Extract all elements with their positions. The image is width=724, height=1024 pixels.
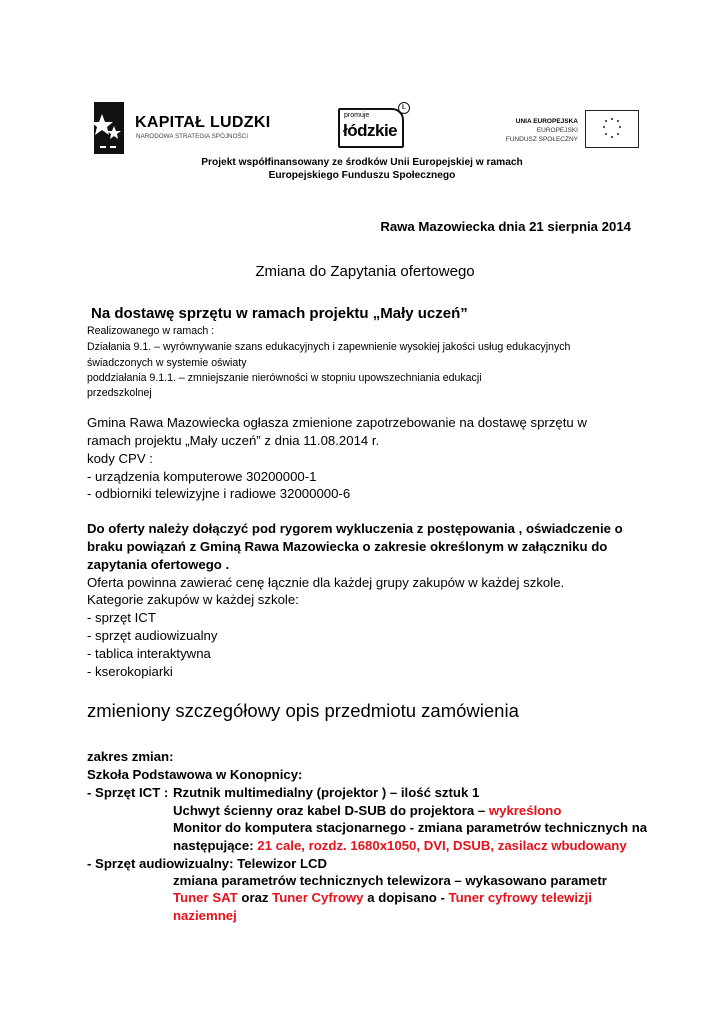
eu-flag-icon: [585, 110, 639, 148]
changes-line: - Sprzęt audiowizualny: Telewizor LCD: [87, 856, 328, 871]
small-line: przedszkolnej: [87, 387, 152, 399]
changes-line: [173, 890, 592, 906]
ue-line-3: FUNDUSZ SPOŁECZNY: [505, 136, 578, 143]
intro-line: kody CPV :: [87, 451, 153, 466]
offer-line: - tablica interaktywna: [87, 646, 211, 661]
document-subject: Na dostawę sprzętu w ramach projektu „Mały uczeń”: [91, 305, 468, 322]
ue-logo-text: [490, 117, 578, 144]
changes-line: Rzutnik multimedialny (projektor ) – ilość sztuk 1: [173, 785, 480, 800]
offer-line: Kategorie zakupów w każdej szkole:: [87, 592, 299, 607]
small-line: Realizowanego w ramach :: [87, 325, 215, 337]
offer-line: - kserokopiarki: [87, 664, 173, 679]
offer-line: - sprzęt audiowizualny: [87, 628, 218, 643]
header-line-1: Projekt współfinansowany ze środków Unii Europejskiej w ramach: [201, 157, 523, 168]
changes-text: a dopisano -: [363, 890, 449, 905]
changes-red-text: wykreślono: [488, 803, 562, 818]
changes-line: Szkoła Podstawowa w Konopnicy:: [87, 767, 303, 782]
document-title: Zmiana do Zapytania ofertowego: [255, 263, 475, 280]
changes-line: [173, 838, 627, 854]
changes-red-text: Tuner cyfrowy telewizji: [448, 890, 592, 905]
header-line-2: Europejskiego Funduszu Społecznego: [268, 170, 456, 181]
offer-line: Oferta powinna zawierać cenę łącznie dla każdej grupy zakupów w każdej szkole.: [87, 575, 565, 590]
offer-line: - sprzęt ICT: [87, 610, 156, 625]
changes-red-text: Tuner Cyfrowy: [272, 890, 364, 905]
lodzkie-logo: [338, 108, 404, 148]
intro-line: Gmina Rawa Mazowiecka ogłasza zmienione zapotrzebowanie na dostawę sprzętu w: [87, 415, 587, 430]
changes-text: Uchwyt ścienny oraz kabel D-SUB do projektora –: [173, 803, 489, 818]
small-line: poddziałania 9.1.1. – zmniejszanie nierówności w stopniu upowszechniania edukacji: [87, 372, 482, 384]
lodzkie-logo-top: promuje: [344, 112, 370, 119]
changes-line: [173, 803, 561, 819]
requirement-line: braku powiązań z Gminą Rawa Mazowiecka o zakresie określonym w załączniku do: [87, 539, 608, 554]
changes-line: Monitor do komputera stacjonarnego - zmiana parametrów technicznych na: [173, 820, 648, 835]
requirement-line: zapytania ofertowego .: [87, 557, 230, 572]
small-line: świadczonych w systemie oświaty: [87, 357, 247, 369]
kapital-ludzki-logo-subtitle: NARODOWA STRATEGIA SPÓJNOŚCI: [136, 133, 248, 140]
intro-line: ramach projektu „Mały uczeń” z dnia 11.08.2014 r.: [87, 433, 380, 448]
ue-line-1: UNIA EUROPEJSKA: [515, 118, 578, 125]
intro-line: - urządzenia komputerowe 30200000-1: [87, 469, 317, 484]
changes-line: - Sprzęt ICT :: [87, 785, 169, 800]
document-date: Rawa Mazowiecka dnia 21 sierpnia 2014: [380, 219, 631, 234]
lodzkie-logo-main: łódzkie: [343, 121, 398, 140]
changes-red-text: 21 cale, rozdz. 1680x1050, DVI, DSUB, zasilacz wbudowany: [257, 838, 627, 853]
changes-text: następujące:: [173, 838, 258, 853]
kapital-ludzki-logo-title: KAPITAŁ LUDZKI: [135, 114, 271, 131]
euro-circle-icon: Ł: [398, 102, 410, 114]
changes-text: oraz: [237, 890, 273, 905]
changes-red-text: Tuner SAT: [173, 890, 238, 905]
changes-line: zakres zmian:: [87, 749, 174, 764]
ue-line-2: EUROPEJSKI: [536, 127, 578, 134]
section-heading: zmieniony szczegółowy opis przedmiotu zamówienia: [87, 700, 519, 721]
changes-line: zmiana parametrów technicznych telewizora – wykasowano parametr: [173, 873, 607, 888]
intro-line: - odbiorniki telewizyjne i radiowe 32000000-6: [87, 486, 351, 501]
requirement-line: Do oferty należy dołączyć pod rygorem wykluczenia z postępowania , oświadczenie o: [87, 521, 623, 536]
kapital-ludzki-emblem-icon: [90, 100, 126, 156]
small-line: Działania 9.1. – wyrównywanie szans edukacyjnych i zapewnienie wysokiej jakości usług edukacyjnych: [87, 341, 571, 353]
changes-line: naziemnej: [173, 908, 237, 923]
